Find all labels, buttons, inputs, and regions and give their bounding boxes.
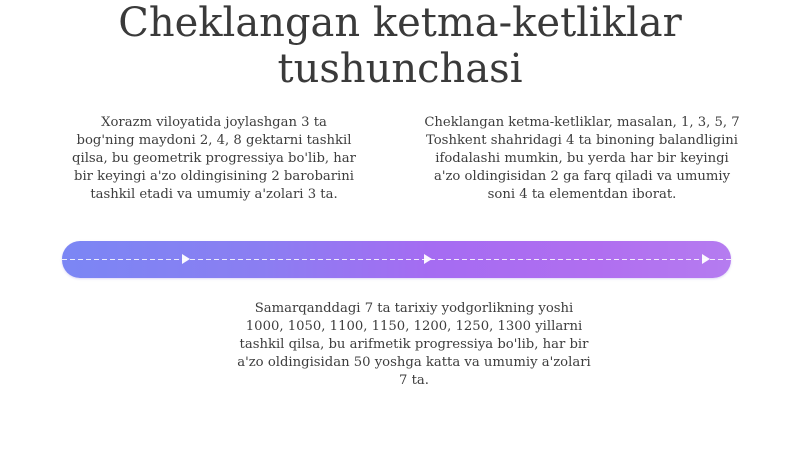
slide-title-line-2: tushunchasi: [277, 46, 523, 92]
left-paragraph: Xorazm viloyatida joylashgan 3 ta bog'ning maydoni 2, 4, 8 gektarni tashkil qilsa, bu geometrik progressiya bo'lib, har bir keyingi a'zo oldingisining 2 barobarini tashkil etadi va umumiy a'zolari 3 ta.: [72, 115, 356, 202]
arrow-right-icon: [424, 254, 432, 264]
timeline-bar: [62, 241, 731, 278]
slide-title: [0, 0, 800, 92]
right-paragraph: Cheklangan ketma-ketliklar, masalan, 1, 3, 5, 7 Toshkent shahridagi 4 ta binoning balandligini ifodalashi mumkin, bu yerda har bir keyingi a'zo oldingisidan 2 ga farq qiladi va umumiy soni 4 ta elementdan iborat.: [424, 115, 740, 202]
timeline-dashed-line: [62, 259, 731, 260]
arrow-right-icon: [182, 254, 190, 264]
bottom-paragraph: Samarqanddagi 7 ta tarixiy yodgorlikning yoshi 1000, 1050, 1100, 1150, 1200, 1250, 1300 yillarni tashkil qilsa, bu arifmetik progressiya bo'lib, har bir a'zo oldingisidan 50 yoshga katta va umumiy a'zolari 7 ta.: [237, 301, 591, 388]
slide-title-line-1: Cheklangan ketma-ketliklar: [118, 0, 682, 46]
arrow-right-icon: [702, 254, 710, 264]
